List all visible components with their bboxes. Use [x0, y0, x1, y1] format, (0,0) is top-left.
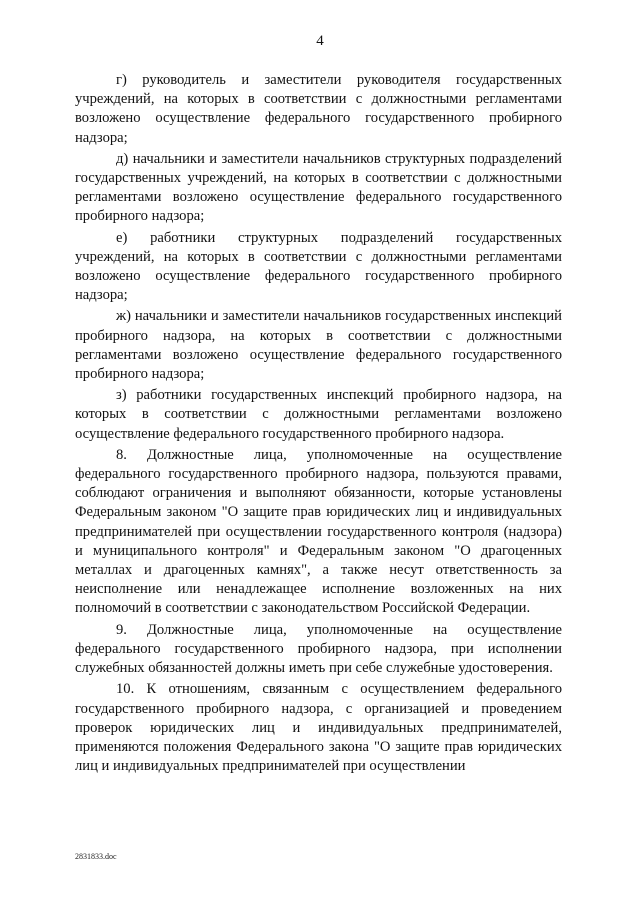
paragraph-z: з) работники государственных инспекций пробирного надзора, на которых в соответствии с должностными регламентами возложено осуществление федерального государственного пробирного надзора.: [75, 387, 562, 442]
paragraph-zh: ж) начальники и заместители начальников государственных инспекций пробирного надзора, на которых в соответствии с должностными регламентами возложено осуществление федерального государственного пробирного надзора;: [75, 308, 562, 383]
paragraph-8: 8. Должностные лица, уполномоченные на осуществление федерального государственного пробирного надзора, пользуются правами, соблюдают ограничения и выполняют обязанности, которые установлены Федеральным законом "О защите прав юридических лиц и индивидуальных предпринимателей при осуществлении государственного контроля (надзора) и муниципального контроля" и Федеральным законом "О драгоценных металлах и драгоценных камнях", а также несут ответственность за неисполнение или ненадлежащее исполнение возложенных на них полномочий в соответствии с законодательством Российской Федерации.: [75, 446, 562, 617]
page-number: 4: [316, 33, 324, 49]
paragraph-10: 10. К отношениям, связанным с осуществлением федерального государственного пробирного надзора, с организацией и проведением проверок юридических лиц и индивидуальных предпринимателей, применяются положения Федерального закона "О защите прав юридических лиц и индивидуальных предпринимателей при осуществлении: [75, 681, 562, 775]
paragraph-e: е) работники структурных подразделений государственных учреждений, на которых в соответствии с должностными регламентами возложено осуществление федерального государственного пробирного надзора;: [75, 229, 562, 304]
paragraph-d: д) начальники и заместители начальников структурных подразделений государственных учреждений, на которых в соответствии с должностными регламентами возложено осуществление федерального государственного пробирного надзора;: [75, 150, 562, 225]
document-body: [75, 71, 562, 778]
paragraph-g: г) руководитель и заместители руководителя государственных учреждений, на которых в соответствии с должностными регламентами возложено осуществление федерального государственного пробирного надзора;: [75, 72, 562, 146]
paragraph-9: 9. Должностные лица, уполномоченные на осуществление федерального государственного пробирного надзора, при исполнении служебных обязанностей должны иметь при себе служебные удостоверения.: [75, 621, 562, 677]
footer-doc-id: 2831833.doc: [75, 852, 117, 861]
